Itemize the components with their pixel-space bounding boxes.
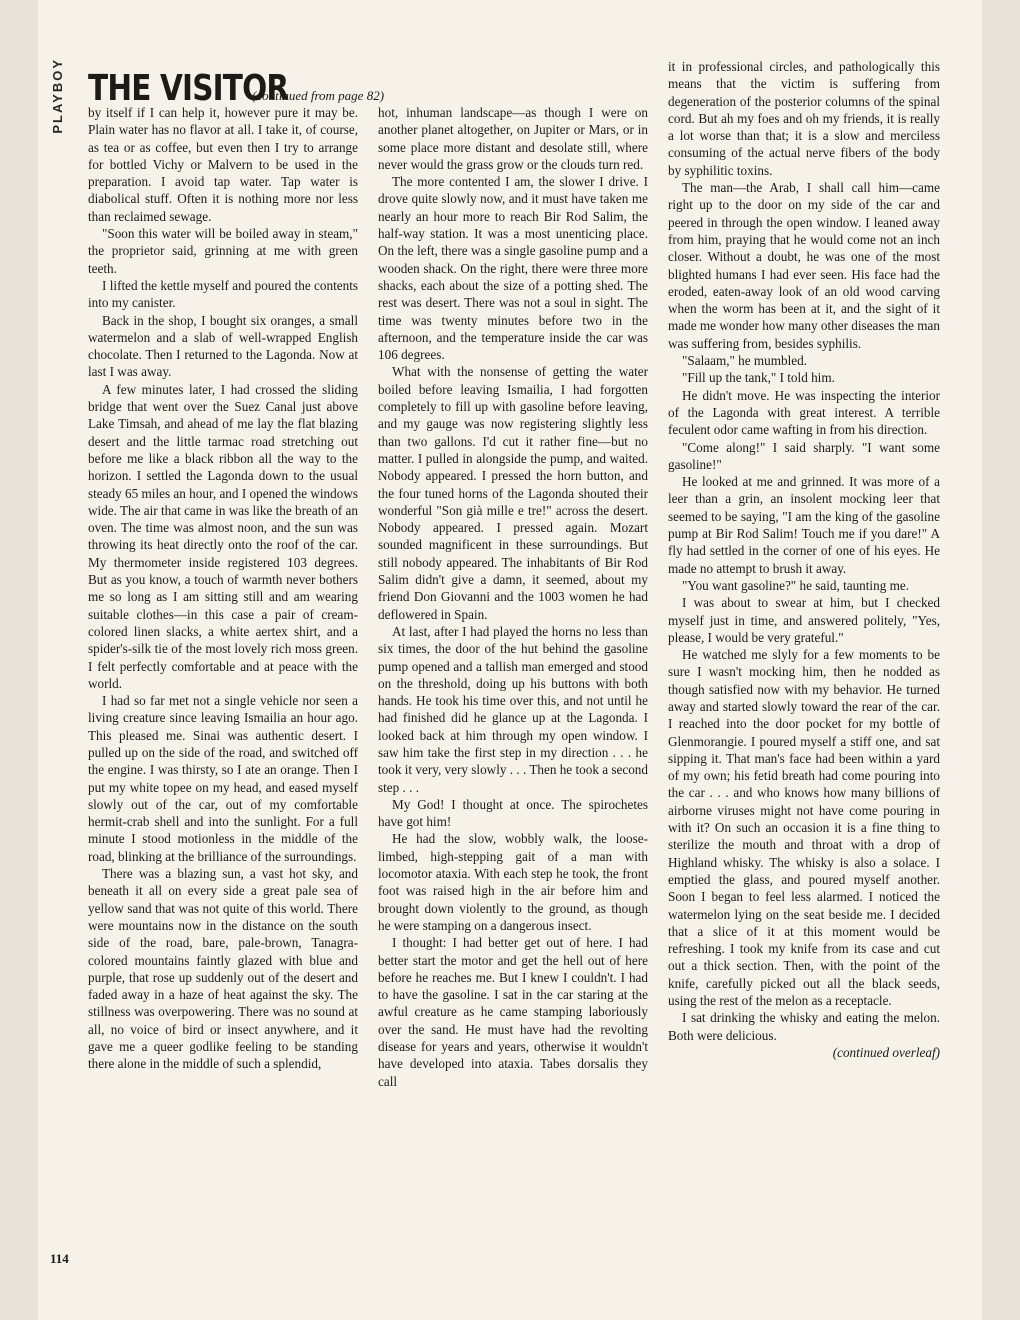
page-number: 114 [50,1251,69,1266]
paragraph: hot, inhuman landscape—as though I were on another planet altogether, on Jupiter or Mars, or in some place more distant and desolate still, where never would the grass grow or the clouds turn red. [378,105,648,172]
article-title: THE VISITOR [88,68,289,109]
paragraph: I sat drinking the whisky and eating the melon. Both were delicious. [668,1010,940,1043]
continued-overleaf-note: (continued overleaf) [832,1044,940,1060]
paragraph: He watched me slyly for a few moments to be sure I wasn't mocking him, then he nodded as though satisfied now with my behavior. He turned away and started slowly toward the rear of the car. I reached into the door pocket for my bottle of Glenmorangie. I poured myself a stiff one, and sat sipping it. That man's face had been within a yard of my own; his fetid breath had come pouring into the car . . . and who knows how many billions of airborne viruses might not have come pouring in with it? On such an occasion it is a fine thing to sterilize the mouth and throat with a drop of Highland whisky. The whisky is also a solace. I emptied the glass, and poured myself another. Soon I began to feel less alarmed. I noticed the watermelon lying on the seat beside me. I decided that a slice of it at this moment would be refreshing. I took my knife from its case and cut out a thick section. Then, with the point of the knife, carefully picked out all the black seeds, using the rest of the melon as a receptacle. [668,647,940,1009]
paragraph: Back in the shop, I bought six oranges, a small watermelon and a slab of well-wrapped English chocolate. Then I returned to the Lagonda. Now at last I was away. [88,312,358,380]
paragraph: "You want gasoline?" he said, taunting me. [682,577,909,593]
paragraph: At last, after I had played the horns no less than six times, the door of the hut behind the gasoline pump opened and a tallish man emerged and stood on the threshold, doing up his buttons with both hands. He took his time over this, and not until he had finished did he glance up at the Lagonda. I looked back at him through my open window. I saw him take the first step in my direction . . . he took it very, very slowly . . . Then he took a second step . . . [378,623,648,795]
paragraph: by itself if I can help it, however pure it may be. Plain water has no flavor at all. I take it, of course, as tea or as coffee, but even then I try to arrange for bottled Vichy or Malvern to be used in the preparation. I avoid tap water. Tap water is diabolical stuff. Often it is nothing more nor less than reclaimed sewage. [88,105,358,224]
paragraph: What with the nonsense of getting the water boiled before leaving Ismailia, I had forgotten completely to fill up with gasoline before leaving, and my gauge was now registering slightly less than two gallons. I'd cut it rather fine—but no matter. I pulled in alongside the pump, and waited. Nobody appeared. I pressed the horn button, and the four tuned horns of the Lagonda shouted their wonderful "Son già mille e tre!" across the desert. Nobody appeared. I pressed again. Mozart sounded magnificent in these surroundings. But still nobody appeared. The inhabitants of Bir Rod Salim didn't give a damn, it seemed, about my friend Don Giovanni and the 1003 women he had deflowered in Spain. [378,364,648,622]
paragraph: I thought: I had better get out of here. I had better start the motor and get the hell out of here before he reaches me. But I knew I couldn't. I had to have the gasoline. I sat in the car staring at the awful creature as he came stamping laboriously over the sand. He must have had the revolting disease for years and years, otherwise it wouldn't have developed into ataxia. Tabes dorsalis they call [378,935,648,1089]
paragraph: My God! I thought at once. The spirochetes have got him! [378,796,648,830]
paragraph: it in professional circles, and pathologically this means that the victim is suffering from degeneration of the posterior columns of the spinal cord. But ah my foes and oh my friends, it is really a lot worse than that; it is a slow and merciless consuming of the actual nerve fibers of the body by syphilitic toxins. [668,59,940,178]
paragraph: "Soon this water will be boiled away in steam," the proprietor said, grinning at me with green teeth. [88,226,358,276]
paragraph: I had so far met not a single vehicle nor seen a living creature since leaving Ismailia an hour ago. This pleased me. Sinai was authentic desert. I pulled up on the side of the road, and switched off the engine. I was thirsty, so I ate an orange. Then I put my white topee on my head, and eased myself slowly out of the car, out of my comfortable hermit-crab shell and into the sunlight. For a full minute I stood motionless in the middle of the road, blinking at the brilliance of the surroundings. [88,693,358,864]
paragraph: "Salaam," he mumbled. [682,353,808,369]
paragraph: He didn't move. He was inspecting the interior of the Lagonda with great interest. A terrible feculent odor came wafting in from his direction. [668,387,940,438]
paragraph: He had the slow, wobbly walk, the loose-limbed, high-stepping gait of a man with locomotor ataxia. With each step he took, the front foot was raised high in the air before him and brought down violently to the ground, as though he were stamping on a dangerous insect. [378,831,648,933]
paragraph: "Fill up the tank," I told him. [682,370,835,386]
article-header [88,58,385,109]
text-column-2 [378,104,648,1090]
paragraph: A few minutes later, I had crossed the sliding bridge that went over the Suez Canal just above Lake Timsah, and ahead of me lay the flat blazing desert and the little tarmac road stretching out before me like a black ribbon all the way to the horizon. I settled the Lagonda down to the usual steady 65 miles an hour, and I opened the windows wide. The air that came in was like the breath of an oven. The time was almost noon, and the sun was throwing its heat directly onto the roof of the car. My thermometer inside registered 103 degrees. But as you know, a touch of warmth never bothers me so long as I am sitting still and am wearing suitable clothes—in this case a pair of cream-colored linen slacks, a white aertex shirt, and a spider's-silk tie of the most lovely rich moss green. I felt perfectly comfortable and at peace with the world. [88,381,358,691]
text-column-3 [668,58,940,1061]
paragraph: I lifted the kettle myself and poured the contents into my canister. [88,277,358,311]
paragraph: The man—the Arab, I shall call him—came right up to the door on my side of the car and peered in through the open window. I leaned away from him, praying that he would come not an inch closer. Without a doubt, he was one of the most blighted humans I had ever seen. His face had the eroded, eaten-away look of an old wood carving when the worm has been at it, and the sight of it made me wonder how many other diseases the man was suffering from, besides syphilis. [668,180,940,351]
paragraph: "Come along!" I said sharply. "I want some gasoline!" [668,439,940,472]
paragraph: He looked at me and grinned. It was more of a leer than a grin, an insolent mocking leer that seemed to be saying, "I am the king of the gasoline pump at Bir Rod Salim! Touch me if you dare!" A fly had settled in the corner of one of his eyes. He made no attempt to brush it away. [668,474,940,576]
magazine-logo: PLAYBOY [50,58,65,134]
continued-from-note: (continued from page 82) [252,88,385,103]
paragraph: There was a blazing sun, a vast hot sky, and beneath it all on every side a great pale sea of yellow sand that was not quite of this world. There were mountains now in the distance on the south side of the road, bare, pale-brown, Tanagra-colored mountains faintly glazed with blue and purple, that rose up suddenly out of the desert and faded away in a haze of heat against the sky. The stillness was overpowering. There was no sound at all, no voice of bird or insect anywhere, and it gave me a queer godlike feeling to be standing there alone in the middle of such a splendid, [88,866,358,1072]
paragraph: The more contented I am, the slower I drive. I drove quite slowly now, and it must have taken me nearly an hour more to reach Bir Rod Salim, the half-way station. It was a most unenticing place. On the left, there was a single gasoline pump and a wooden shack. On the right, there were three more shacks, each about the size of a potting shed. The rest was desert. There was not a soul in sight. The time was twenty minutes before two in the afternoon, and the temperature inside the car was 106 degrees. [378,174,648,363]
text-column-1 [88,104,358,1073]
paragraph: I was about to swear at him, but I checked myself just in time, and answered politely, "Yes, please, I would be very grateful." [668,595,940,645]
